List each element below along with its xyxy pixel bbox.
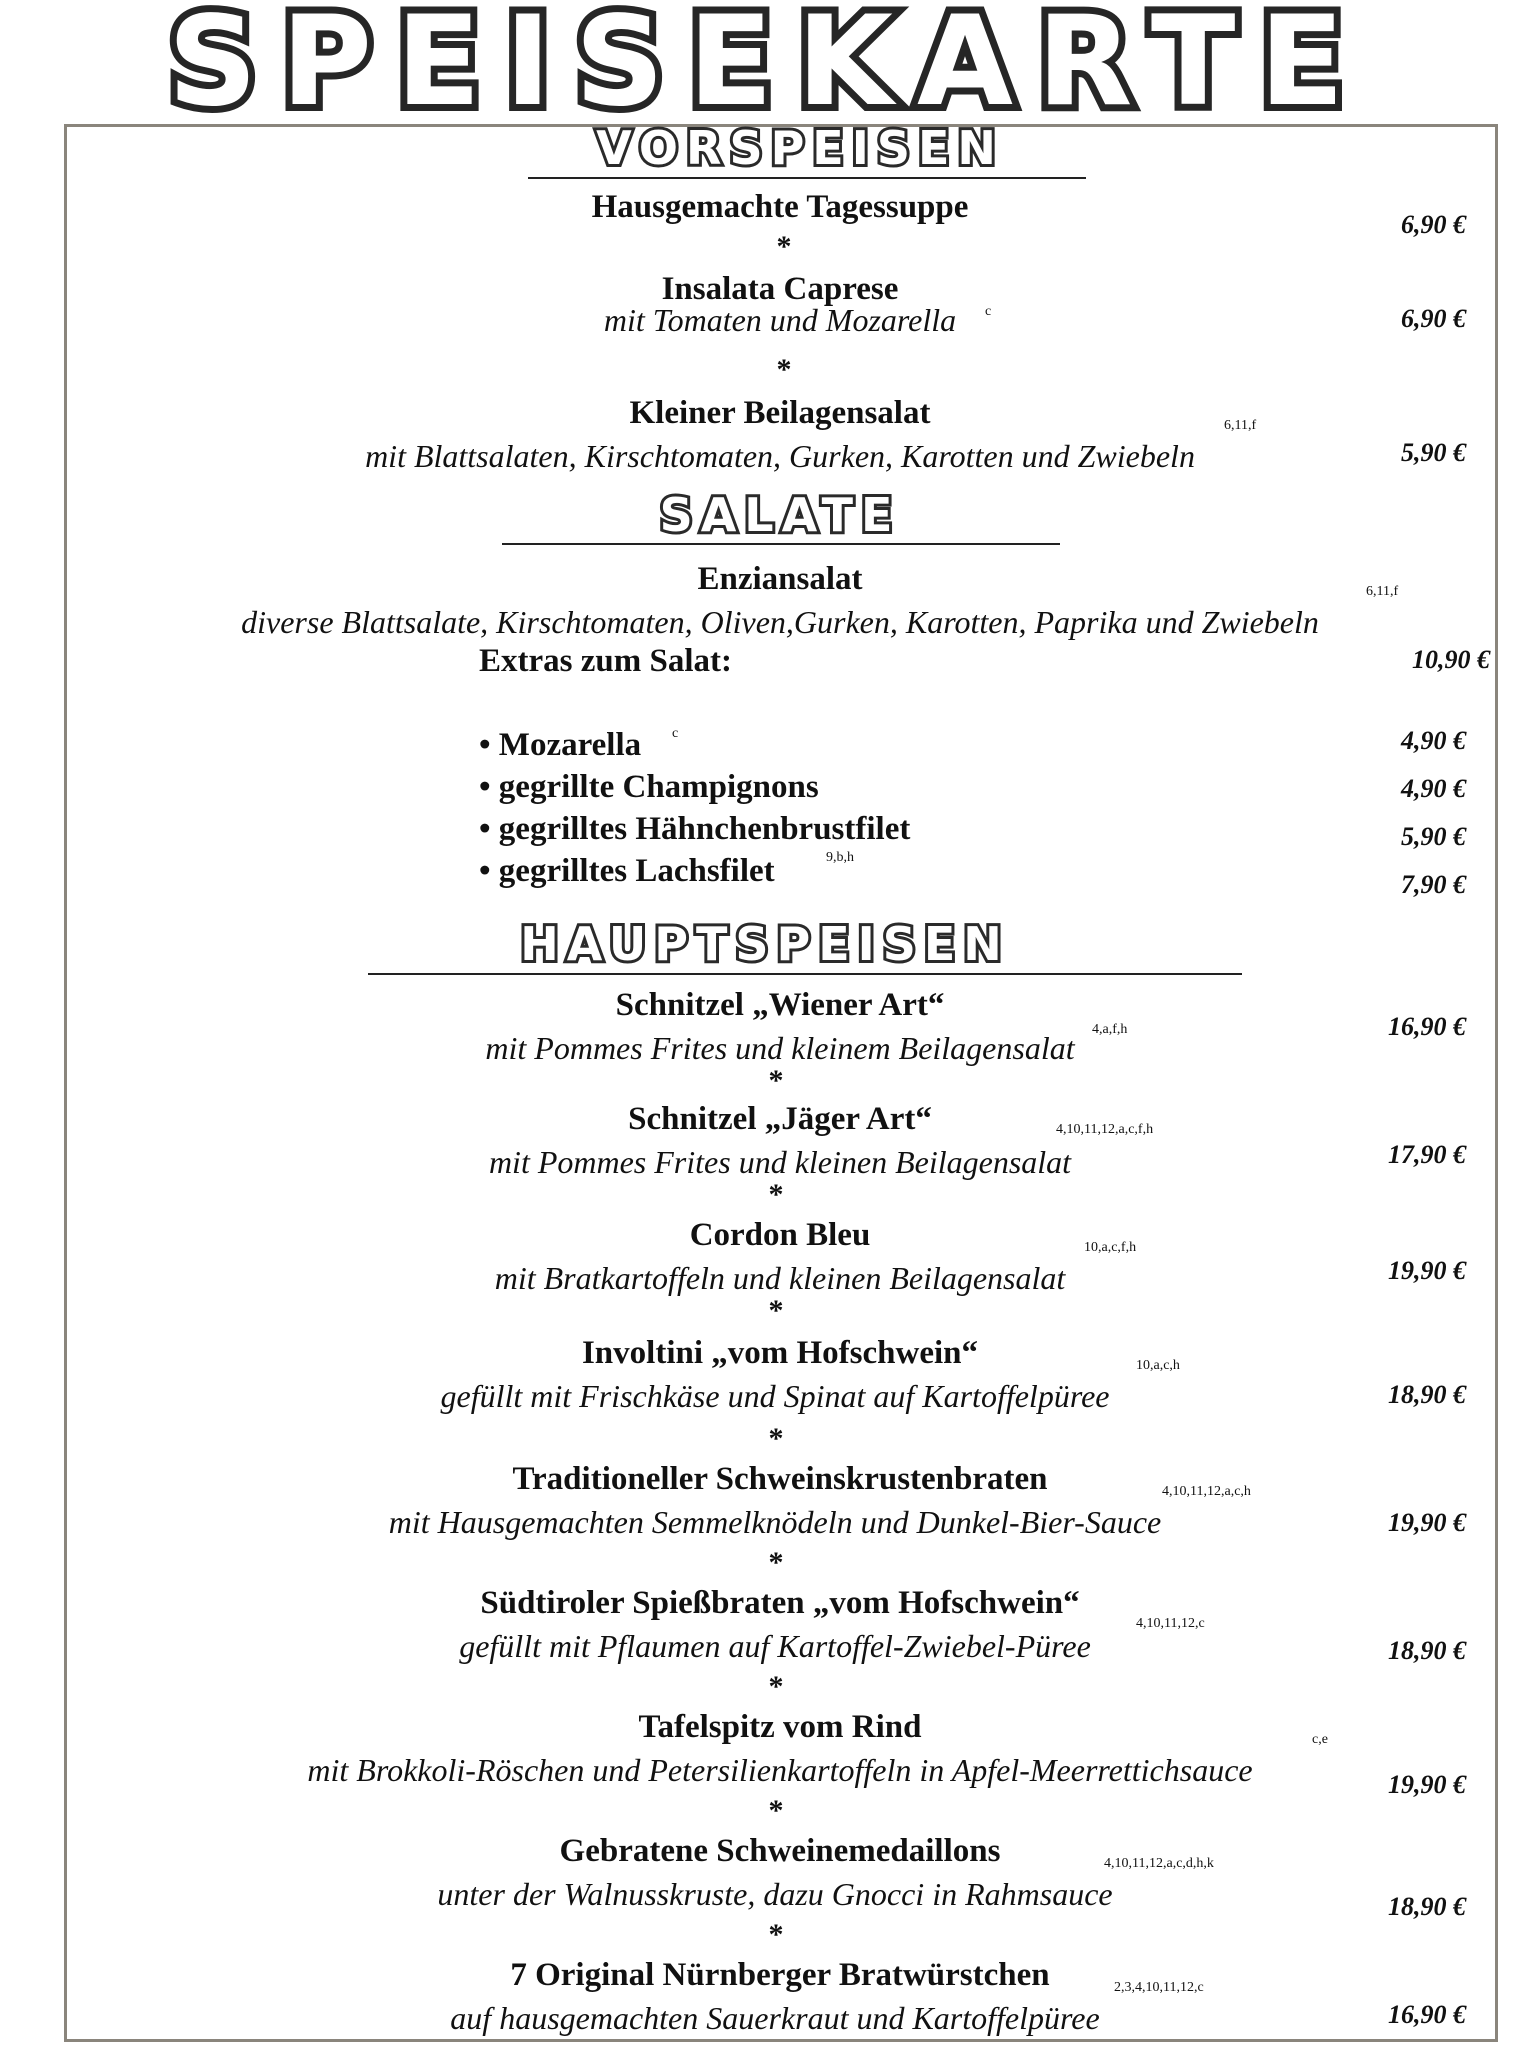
allergen-codes: 10,a,c,f,h [1084,1240,1137,1255]
item-description: diverse Blattsalate, Kirschtomaten, Oliven,Gurken, Karotten, Paprika und Zwiebeln [241,604,1319,640]
item-price: 18,90 € [1388,1380,1466,1409]
separator-star: * [776,353,792,386]
section-title-salate: SALATE [659,488,901,542]
item-name: Involtini „vom Hofschwein“ [581,1335,979,1371]
item-price: 4,90 € [1401,726,1466,755]
separator-star: * [768,1794,784,1827]
section-rule-vorspeisen [528,177,1086,179]
item-name: Cordon Bleu [689,1217,871,1253]
item-price: 19,90 € [1388,1256,1466,1285]
item-name: Enziansalat [697,561,863,597]
item-name: 7 Original Nürnberger Bratwürstchen [510,1957,1050,1993]
item-name: Schnitzel „Wiener Art“ [615,987,945,1023]
separator-star: * [768,1294,784,1327]
extra-item: • Mozarella [479,727,642,763]
item-price: 19,90 € [1388,1770,1466,1799]
item-name: Traditioneller Schweinskrustenbraten [512,1461,1048,1497]
item-name: Kleiner Beilagensalat [629,395,931,431]
extra-item: • gegrilltes Hähnchenbrustfilet [479,811,911,847]
item-description: unter der Walnusskruste, dazu Gnocci in Rahmsauce [437,1876,1113,1912]
allergen-codes: 10,a,c,h [1136,1358,1180,1373]
allergen-codes: 6,11,f [1224,418,1257,433]
item-description: auf hausgemachten Sauerkraut und Kartoffelpüree [450,2000,1100,2036]
item-price: 5,90 € [1401,822,1466,851]
extras-label: Extras zum Salat: [479,643,732,679]
item-price: 6,90 € [1401,210,1466,239]
item-price: 4,90 € [1401,774,1466,803]
item-name: Tafelspitz vom Rind [638,1709,922,1745]
item-price: 5,90 € [1401,438,1466,467]
extra-item: • gegrilltes Lachsfilet [479,853,775,889]
separator-star: * [768,1422,784,1455]
separator-star: * [768,1918,784,1951]
item-description: mit Bratkartoffeln und kleinen Beilagensalat [494,1260,1066,1296]
item-name: Schnitzel „Jäger Art“ [628,1101,932,1137]
separator-star: * [768,1178,784,1211]
allergen-codes: 2,3,4,10,11,12,c [1114,1980,1204,1995]
item-price: 16,90 € [1388,2000,1466,2029]
separator-star: * [768,1670,784,1703]
allergen-codes: c [672,726,679,741]
item-price: 16,90 € [1388,1012,1466,1041]
item-description: mit Pommes Frites und kleinen Beilagensalat [488,1144,1072,1180]
extra-item: • gegrillte Champignons [479,769,819,805]
section-rule-hauptspeisen [368,973,1242,975]
item-price: 19,90 € [1388,1508,1466,1537]
item-price: 6,90 € [1401,304,1466,333]
item-price: 18,90 € [1388,1636,1466,1665]
allergen-codes: 4,10,11,12,a,c,d,h,k [1104,1856,1214,1871]
page-title: SPEISEKARTE [167,0,1369,134]
item-name: Insalata Caprese [661,271,899,307]
allergen-codes: 4,10,11,12,c [1136,1616,1205,1631]
item-description: mit Hausgemachten Semmelknödeln und Dunkel-Bier-Sauce [388,1504,1162,1540]
allergen-codes: 9,b,h [826,850,854,865]
separator-star: * [768,1064,784,1097]
item-description: mit Tomaten und Mozarella [603,302,957,338]
item-description: mit Brokkoli-Röschen und Petersilienkartoffeln in Apfel-Meerrettichsauce [307,1752,1253,1788]
allergen-codes: 4,10,11,12,a,c,h [1162,1484,1251,1499]
item-description: gefüllt mit Pflaumen auf Kartoffel-Zwiebel-Püree [459,1628,1091,1664]
allergen-codes: c,e [1312,1732,1328,1747]
section-rule-salate [502,543,1060,545]
item-price: 17,90 € [1388,1140,1466,1169]
allergen-codes: c [985,304,992,319]
item-price: 10,90 € [1412,645,1490,674]
item-price: 7,90 € [1401,870,1466,899]
item-description: gefüllt mit Frischkäse und Spinat auf Kartoffelpüree [440,1378,1110,1414]
separator-star: * [768,1546,784,1579]
item-name: Südtiroler Spießbraten „vom Hofschwein“ [480,1585,1080,1621]
item-price: 18,90 € [1388,1892,1466,1921]
item-name: Gebratene Schweinemedaillons [559,1833,1001,1869]
allergen-codes: 4,a,f,h [1092,1022,1128,1037]
allergen-codes: 6,11,f [1366,584,1399,599]
separator-star: * [776,230,792,263]
item-description: mit Pommes Frites und kleinem Beilagensalat [485,1030,1075,1066]
allergen-codes: 4,10,11,12,a,c,f,h [1056,1122,1154,1137]
section-title-hauptspeisen: HAUPTSPEISEN [520,917,1010,971]
section-title-vorspeisen: VORSPEISEN [596,121,1004,175]
item-description: mit Blattsalaten, Kirschtomaten, Gurken, Karotten und Zwiebeln [365,438,1195,474]
item-name: Hausgemachte Tagessuppe [591,189,969,225]
